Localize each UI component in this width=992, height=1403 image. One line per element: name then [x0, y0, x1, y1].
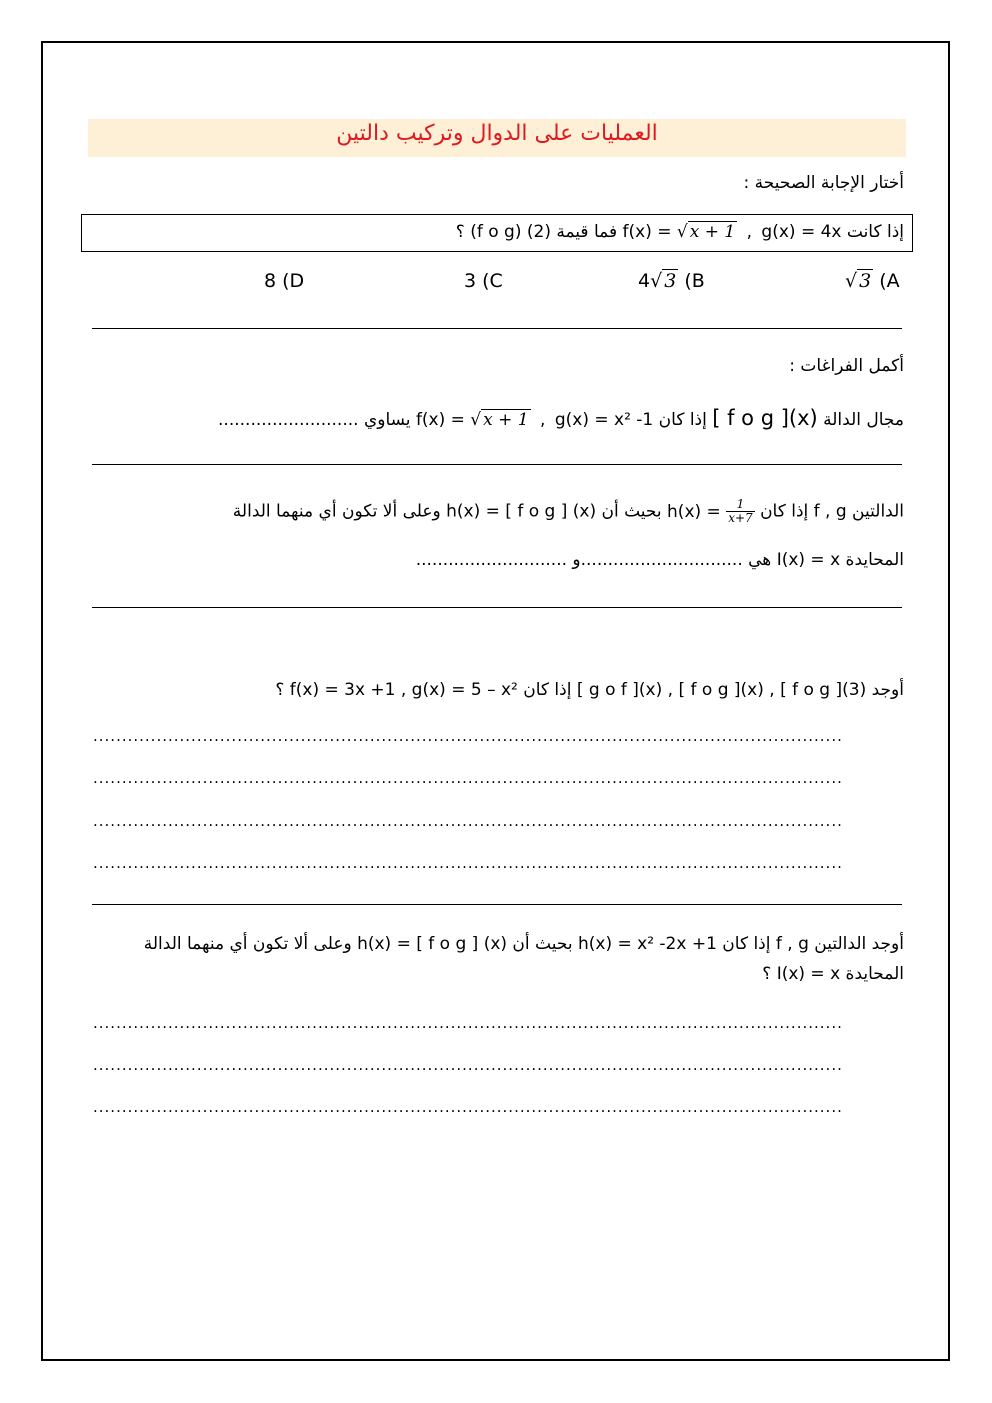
- q2-fog-expr: [ f o g ](x): [712, 406, 818, 430]
- q2-h-def: h(x) = $\frac{1}{x+7}$: [667, 497, 753, 525]
- q4-prompt-line1: أوجد الدالتين f , g إذا كان h(x) = x² -2x +1 بحيث أن h(x) = [ f o g ] (x) وعلى ألا تكون أي منهما الدالة: [143, 934, 904, 954]
- q2-blank-1[interactable]: ..........................: [218, 410, 359, 430]
- q2-part2-line2[interactable]: المحايدة I(x) = x هي ..............................و ............................: [415, 550, 904, 570]
- answer-line[interactable]: ..................................................................................................................................: [93, 1056, 843, 1074]
- q1-option-c[interactable]: 3 (C: [464, 270, 503, 292]
- q2-f-def: f(x) = √ x + 1: [415, 410, 529, 430]
- answer-line[interactable]: ..................................................................................................................................: [93, 769, 843, 787]
- divider: [92, 328, 902, 329]
- answer-line[interactable]: ..................................................................................................................................: [93, 727, 843, 745]
- q1-prompt-start: إذا كانت: [846, 222, 904, 242]
- answer-line[interactable]: ..................................................................................................................................: [93, 1098, 843, 1116]
- answer-line[interactable]: ..................................................................................................................................: [93, 812, 843, 830]
- answer-line[interactable]: ..................................................................................................................................: [93, 854, 843, 872]
- divider: [92, 464, 902, 465]
- q1-option-d[interactable]: 8 (D: [264, 270, 305, 292]
- answer-line[interactable]: ..................................................................................................................................: [93, 1014, 843, 1032]
- divider: [92, 607, 902, 608]
- divider: [92, 904, 902, 905]
- q3-prompt: أوجد (3)[ f o g ] , (x)[ f o g ] , (x)[ g o f ] إذا كان f(x) = 3x +1 , g(x) = 5 – x² ؟: [275, 680, 904, 700]
- q1-instruction: أختار الإجابة الصحيحة :: [743, 173, 904, 193]
- q1-prompt: إذا كانت g(x) = 4x , f(x) = √ x + 1 فما قيمة (2) (f o g) ؟: [455, 222, 904, 242]
- q2-part1: مجال الدالة [ f o g ](x) إذا كان g(x) = x² -1 , f(x) = √ x + 1 يساوي ..........................: [218, 406, 904, 430]
- q1-prompt-end: فما قيمة (2) (f o g) ؟: [455, 222, 618, 242]
- q1-option-b[interactable]: 4√ 3 (B: [638, 270, 705, 292]
- q1-option-a[interactable]: √ 3 (A: [845, 270, 900, 292]
- page-title: العمليات على الدوال وتركيب دالتين: [336, 121, 658, 146]
- q4-prompt-line2: المحايدة I(x) = x ؟: [762, 964, 904, 984]
- q2-part2-line1: الدالتين f , g إذا كان h(x) = $\frac{1}{x+7}$ بحيث أن h(x) = [ f o g ] (x) وعلى ألا تكون أي منهما الدالة: [232, 497, 904, 525]
- q1-g-def: g(x) = 4x: [761, 222, 842, 242]
- q2-instruction: أكمل الفراغات :: [789, 356, 904, 376]
- q1-f-def: f(x) = √ x + 1: [622, 222, 736, 242]
- q2-g-def: g(x) = x² -1: [554, 410, 654, 430]
